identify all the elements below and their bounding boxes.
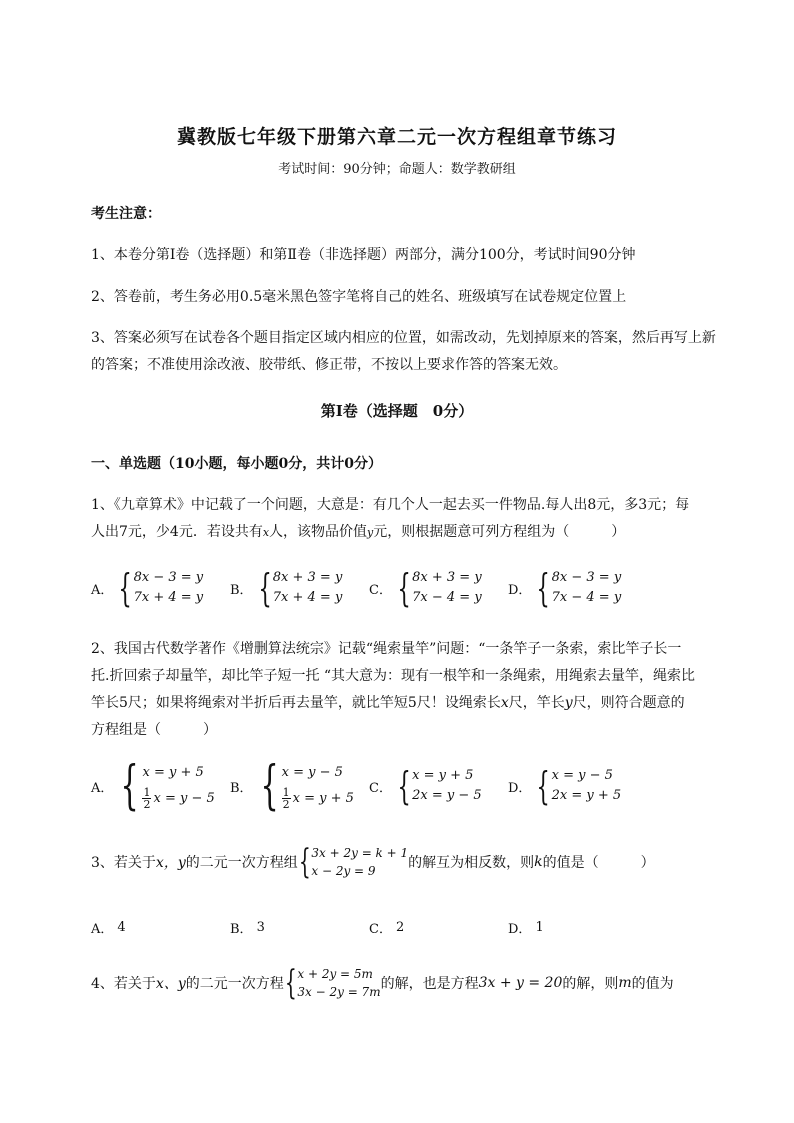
option-a[interactable]: A． 4 — [91, 920, 126, 937]
question-2-text-line2: 托.折回索子却量竿，却比竿子短一托 “其大意为：现有一根竿和一条绳索，用绳索去量竿，绳索比 — [91, 668, 696, 684]
option-d[interactable]: D． { x = y − 5 2x = y + 5 — [508, 764, 622, 808]
option-c[interactable]: C． { 8x + 3 = y 7x − 4 = y — [369, 566, 482, 610]
question-2-text: 2、我国古代数学著作《增删算法统宗》记载“绳索量竿”问题：“一条竿子一条索，索比竿子长一 — [91, 641, 682, 657]
page-title: 冀教版七年级下册第六章二元一次方程组章节练习 — [176, 126, 617, 148]
option-b[interactable]: B． { 8x + 3 = y 7x + 4 = y — [230, 566, 343, 610]
option-a[interactable]: A． { x = y + 5 $\frac{1}{2}$ x = y − 5 — [91, 756, 215, 816]
notice-item: 1、本卷分第Ⅰ卷（选择题）和第Ⅱ卷（非选择题）两部分，满分100分，考试时间90分钟 — [91, 247, 636, 263]
option-b[interactable]: B． 3 — [230, 920, 265, 937]
section-title: 第Ⅰ卷（选择题 0分） — [320, 402, 474, 420]
notice-item: 的答案；不准使用涂改液、胶带纸、修正带，不按以上要求作答的答案无效。 — [91, 357, 567, 373]
question-1-text-line2: 人出7元，少4元．若设共有x人，该物品价值y元，则根据题意可列方程组为（ ） — [91, 524, 626, 540]
option-c[interactable]: C． { x = y + 5 2x = y − 5 — [369, 764, 482, 808]
question-2-text-line3: 竿长5尺；如果将绳索对半折后再去量竿，就比竿短5尺！设绳索长x尺，竿长y尺，则符合题意的 — [91, 695, 685, 711]
option-c[interactable]: C． 2 — [369, 920, 405, 937]
question-2-text-line4: 方程组是（ ） — [91, 722, 217, 738]
option-b[interactable]: B． { x = y − 5 $\frac{1}{2}$ x = y + 5 — [230, 756, 354, 816]
notice-item: 3、答案必须写在试卷各个题目指定区域内相应的位置，如需改动，先划掉原来的答案，然后再写上新 — [91, 330, 716, 346]
question-3-text: 3、若关于 x，y 的二元一次方程组 { 3x + 2y = k + 1 x − 2y = 9 的解互为相反数，则 k 的值是（ ） — [91, 842, 655, 882]
option-d[interactable]: D． { 8x − 3 = y 7x − 4 = y — [508, 566, 622, 610]
question-4-text: 4、若关于 x、y 的二元一次方程 { x + 2y = 5m 3x − 2y = 7m 的解，也是方程 3x + y = 20 的解，则 m 的值为 — [91, 963, 674, 1003]
option-a[interactable]: A． { 8x − 3 = y 7x + 4 = y — [91, 566, 204, 610]
option-d[interactable]: D． 1 — [508, 920, 544, 937]
notice-item: 2、答卷前，考生务必用0.5毫米黑色签字笔将自己的姓名、班级填写在试卷规定位置上 — [91, 289, 627, 305]
exam-info: 考试时间：90分钟；命题人：数学教研组 — [278, 162, 516, 177]
notice-heading: 考生注意： — [91, 206, 161, 222]
part-title: 一、单选题（10小题，每小题0分，共计0分） — [91, 456, 382, 472]
question-1-text: 1、《九章算术》中记载了一个问题，大意是：有几个人一起去买一件物品.每人出8元，多3元；每 — [91, 497, 690, 513]
